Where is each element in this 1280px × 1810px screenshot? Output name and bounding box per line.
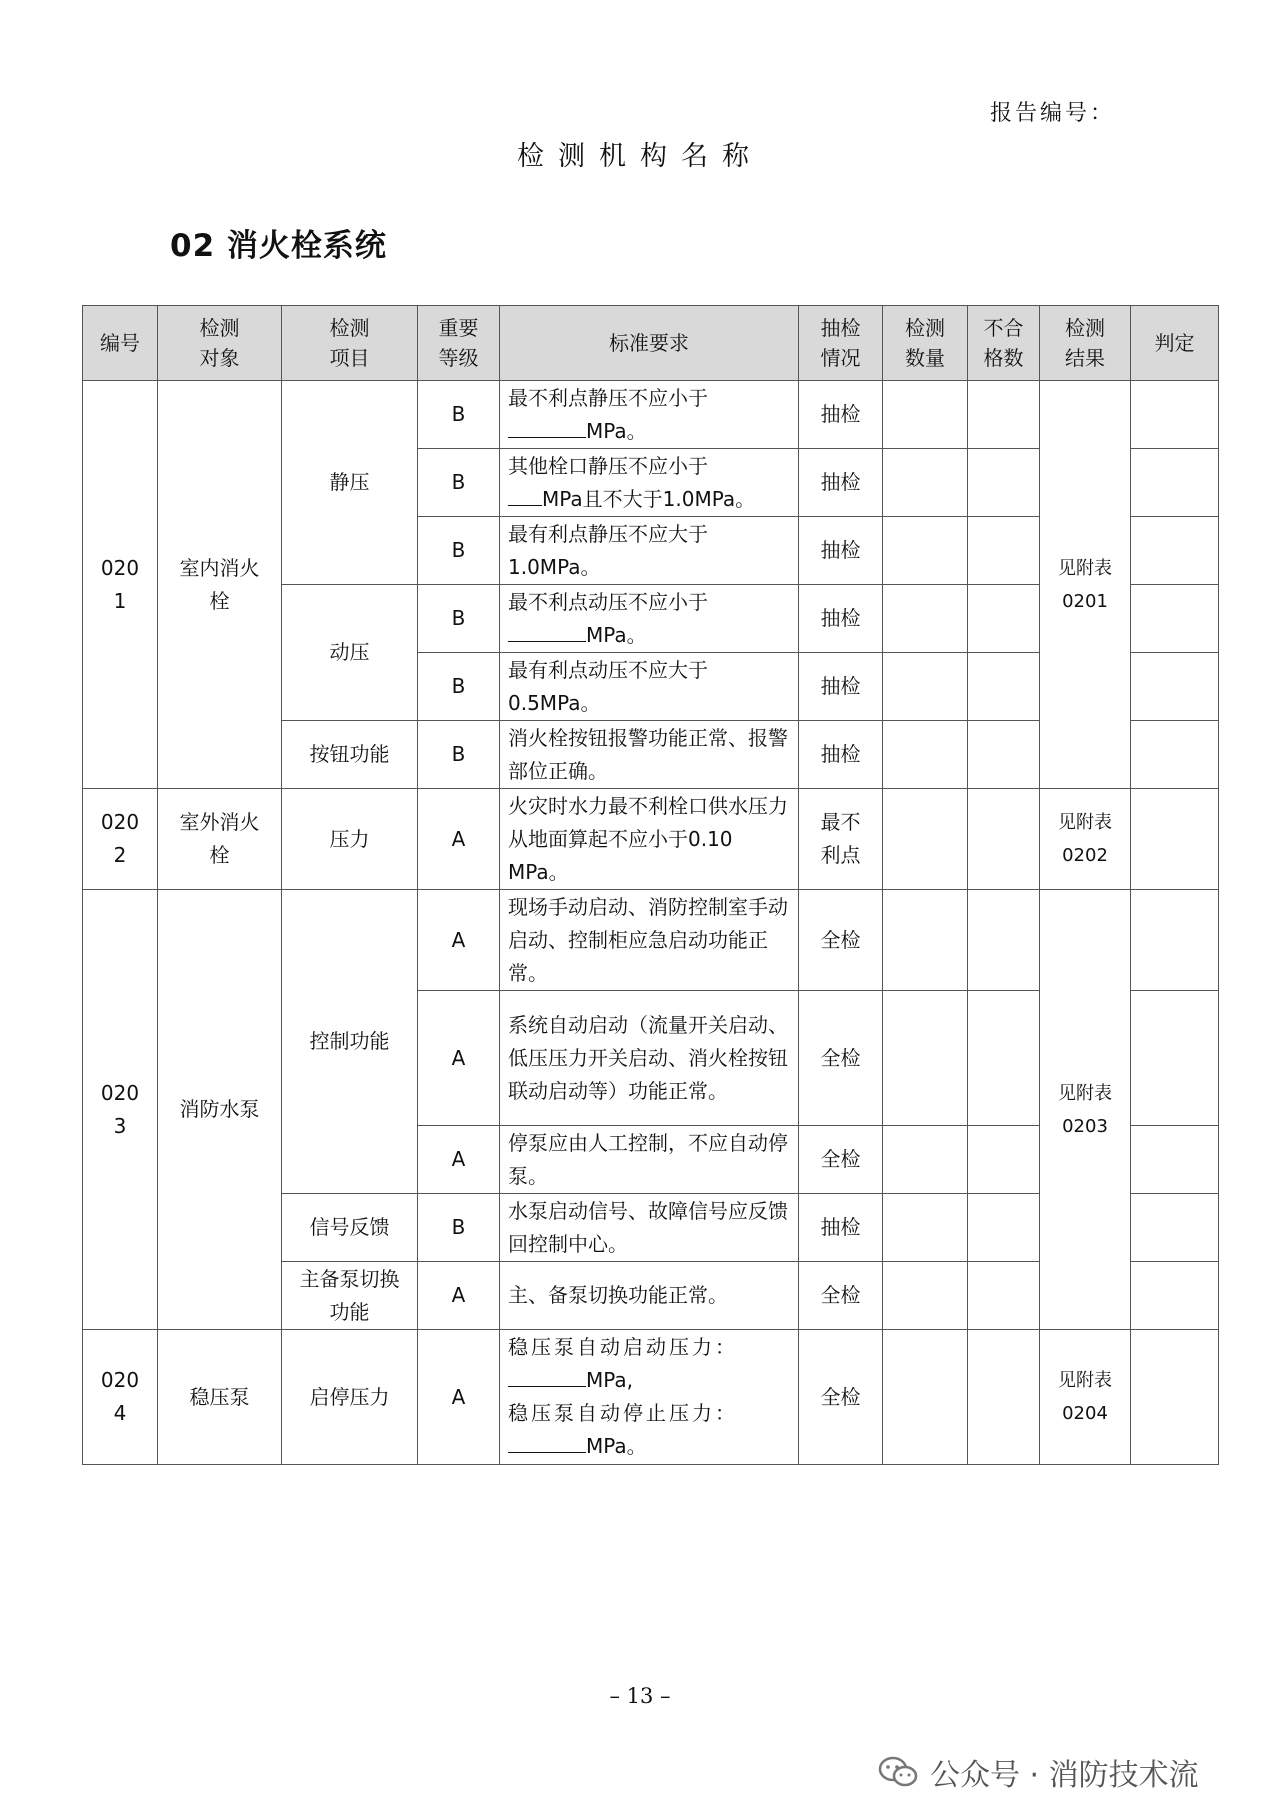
header-item-text: 检测项目 bbox=[329, 316, 370, 370]
page-number: – 13 – bbox=[609, 1684, 671, 1708]
judge-cell[interactable] bbox=[1131, 449, 1219, 517]
standard-cell: 系统自动启动（流量开关启动、低压压力开关启动、消火栓按钮联动启动等）功能正常。 bbox=[500, 991, 799, 1126]
item-cell: 控制功能 bbox=[282, 890, 418, 1194]
table-row bbox=[83, 381, 1219, 449]
report-number-label: 报告编号： bbox=[990, 101, 1116, 126]
standard-text: 稳压泵自动启动压力： bbox=[508, 1335, 738, 1359]
judge-cell[interactable] bbox=[1131, 890, 1219, 991]
standard-cell: 停泵应由人工控制，不应自动停泵。 bbox=[500, 1126, 799, 1194]
count-cell[interactable] bbox=[883, 890, 968, 991]
header-level-text: 重要等级 bbox=[438, 316, 479, 370]
wechat-label: 公众号 · 消防技术流 bbox=[930, 1758, 1199, 1793]
fail-cell[interactable] bbox=[968, 789, 1040, 890]
fill-blank bbox=[508, 1364, 586, 1387]
judge-cell[interactable] bbox=[1131, 653, 1219, 721]
standard-unit: MPa。 bbox=[586, 1434, 647, 1458]
fill-blank bbox=[508, 483, 542, 506]
item-text: 主备泵切换功能 bbox=[299, 1266, 400, 1324]
standard-cell: 火灾时水力最不利栓口供水压力从地面算起不应小于0.10 MPa。 bbox=[500, 789, 799, 890]
fill-blank bbox=[508, 415, 586, 438]
code-text: 0203 bbox=[100, 1080, 140, 1138]
header-fail-text: 不合格数 bbox=[983, 316, 1024, 370]
level-cell: B bbox=[418, 721, 500, 789]
result-text: 见附表0204 bbox=[1058, 1370, 1112, 1424]
judge-cell[interactable] bbox=[1131, 1194, 1219, 1262]
level-cell: A bbox=[418, 789, 500, 890]
header-object-text: 检测对象 bbox=[199, 316, 240, 370]
result-cell bbox=[1040, 890, 1131, 1330]
count-cell[interactable] bbox=[883, 789, 968, 890]
object-cell: 稳压泵 bbox=[158, 1330, 282, 1465]
item-cell: 静压 bbox=[282, 381, 418, 585]
header-result-text: 检测结果 bbox=[1065, 316, 1105, 370]
count-cell[interactable] bbox=[883, 449, 968, 517]
item-cell: 信号反馈 bbox=[282, 1194, 418, 1262]
section-title: 02 消火栓系统 bbox=[170, 228, 387, 264]
judge-cell[interactable] bbox=[1131, 1126, 1219, 1194]
judge-cell[interactable] bbox=[1131, 789, 1219, 890]
code-text: 0204 bbox=[100, 1368, 140, 1425]
standard-cell: 主、备泵切换功能正常。 bbox=[500, 1262, 799, 1330]
standard-text: 其他栓口静压不应小于 bbox=[508, 453, 708, 478]
item-cell: 动压 bbox=[282, 585, 418, 721]
standard-cell bbox=[500, 585, 799, 653]
sampling-cell: 全检 bbox=[799, 1262, 883, 1330]
sampling-cell: 抽检 bbox=[799, 585, 883, 653]
standard-cell bbox=[500, 449, 799, 517]
result-cell bbox=[1040, 381, 1131, 789]
judge-cell[interactable] bbox=[1131, 721, 1219, 789]
header-object bbox=[158, 306, 282, 381]
standard-cell: 最有利点静压不应大于1.0MPa。 bbox=[500, 517, 799, 585]
standard-cell: 现场手动启动、消防控制室手动启动、控制柜应急启动功能正常。 bbox=[500, 890, 799, 991]
judge-cell[interactable] bbox=[1131, 517, 1219, 585]
standard-cell: 水泵启动信号、故障信号应反馈回控制中心。 bbox=[500, 1194, 799, 1262]
table-header-row bbox=[83, 306, 1219, 381]
count-cell[interactable] bbox=[883, 721, 968, 789]
level-cell: B bbox=[418, 381, 500, 449]
sampling-cell: 全检 bbox=[799, 1126, 883, 1194]
standard-text: 最不利点静压不应小于 bbox=[508, 385, 708, 410]
table-row bbox=[83, 789, 1219, 890]
level-cell: B bbox=[418, 517, 500, 585]
organization-name: 检测机构名称 bbox=[517, 141, 763, 172]
item-cell bbox=[282, 1262, 418, 1330]
header-sampling-text: 抽检情况 bbox=[820, 316, 861, 370]
code-cell bbox=[83, 890, 158, 1330]
sampling-cell: 全检 bbox=[799, 1330, 883, 1465]
table-row bbox=[83, 1330, 1219, 1465]
level-cell: A bbox=[418, 991, 500, 1126]
count-cell[interactable] bbox=[883, 1330, 968, 1465]
level-cell: A bbox=[418, 1262, 500, 1330]
sampling-cell: 抽检 bbox=[799, 381, 883, 449]
fail-cell[interactable] bbox=[968, 1194, 1040, 1262]
header-judge: 判定 bbox=[1131, 306, 1219, 381]
object-cell bbox=[158, 789, 282, 890]
object-cell: 消防水泵 bbox=[158, 890, 282, 1330]
level-cell: B bbox=[418, 1194, 500, 1262]
standard-cell bbox=[500, 381, 799, 449]
judge-cell[interactable] bbox=[1131, 585, 1219, 653]
sampling-text: 最不利点 bbox=[820, 810, 861, 867]
fail-cell[interactable] bbox=[968, 381, 1040, 449]
result-text: 见附表0202 bbox=[1058, 812, 1112, 866]
standard-unit: MPa。 bbox=[586, 418, 647, 443]
standard-cell: 最有利点动压不应大于0.5MPa。 bbox=[500, 653, 799, 721]
sampling-cell: 抽检 bbox=[799, 517, 883, 585]
fail-cell[interactable] bbox=[968, 991, 1040, 1126]
fail-cell[interactable] bbox=[968, 721, 1040, 789]
code-cell bbox=[83, 381, 158, 789]
level-cell: A bbox=[418, 1126, 500, 1194]
wechat-icon bbox=[878, 1756, 918, 1788]
fail-cell[interactable] bbox=[968, 585, 1040, 653]
header-code: 编号 bbox=[83, 306, 158, 381]
code-cell bbox=[83, 789, 158, 890]
count-cell[interactable] bbox=[883, 991, 968, 1126]
standard-unit: MPa。 bbox=[586, 622, 647, 647]
level-cell: A bbox=[418, 1330, 500, 1465]
code-cell bbox=[83, 1330, 158, 1465]
standard-unit: MPa且不大于1.0MPa。 bbox=[542, 486, 756, 511]
sampling-cell: 全检 bbox=[799, 991, 883, 1126]
standard-text: 稳压泵自动停止压力： bbox=[508, 1401, 738, 1425]
judge-cell[interactable] bbox=[1131, 381, 1219, 449]
code-text: 0201 bbox=[100, 555, 140, 613]
result-cell bbox=[1040, 1330, 1131, 1465]
count-cell[interactable] bbox=[883, 517, 968, 585]
standard-unit: MPa, bbox=[586, 1368, 634, 1392]
sampling-cell bbox=[799, 789, 883, 890]
fail-cell[interactable] bbox=[968, 1330, 1040, 1465]
sampling-cell: 抽检 bbox=[799, 449, 883, 517]
judge-cell[interactable] bbox=[1131, 1330, 1219, 1465]
level-cell: B bbox=[418, 653, 500, 721]
count-cell[interactable] bbox=[883, 1262, 968, 1330]
header-level bbox=[418, 306, 500, 381]
fail-cell[interactable] bbox=[968, 653, 1040, 721]
fail-cell[interactable] bbox=[968, 890, 1040, 991]
sampling-cell: 抽检 bbox=[799, 1194, 883, 1262]
object-text: 室外消火栓 bbox=[179, 810, 260, 867]
result-text: 见附表0203 bbox=[1058, 1082, 1112, 1137]
sampling-cell: 全检 bbox=[799, 890, 883, 991]
item-cell: 启停压力 bbox=[282, 1330, 418, 1465]
sampling-cell: 抽检 bbox=[799, 721, 883, 789]
count-cell[interactable] bbox=[883, 381, 968, 449]
wechat-watermark bbox=[878, 1750, 1199, 1794]
judge-cell[interactable] bbox=[1131, 1262, 1219, 1330]
header-count-text: 检测数量 bbox=[905, 316, 945, 370]
object-text: 室内消火栓 bbox=[179, 555, 260, 613]
count-cell[interactable] bbox=[883, 585, 968, 653]
fail-cell[interactable] bbox=[968, 449, 1040, 517]
header-standard: 标准要求 bbox=[500, 306, 799, 381]
code-text: 0202 bbox=[100, 810, 140, 867]
fail-cell[interactable] bbox=[968, 1262, 1040, 1330]
count-cell[interactable] bbox=[883, 1194, 968, 1262]
level-cell: B bbox=[418, 585, 500, 653]
header-sampling bbox=[799, 306, 883, 381]
standard-cell bbox=[500, 1330, 799, 1465]
item-cell: 压力 bbox=[282, 789, 418, 890]
level-cell: A bbox=[418, 890, 500, 991]
count-cell[interactable] bbox=[883, 1126, 968, 1194]
table-row bbox=[83, 890, 1219, 991]
header-result bbox=[1040, 306, 1131, 381]
fail-cell[interactable] bbox=[968, 1126, 1040, 1194]
fill-blank bbox=[508, 619, 586, 642]
result-cell bbox=[1040, 789, 1131, 890]
object-cell bbox=[158, 381, 282, 789]
fill-blank bbox=[508, 1430, 586, 1453]
level-cell: B bbox=[418, 449, 500, 517]
item-cell: 按钮功能 bbox=[282, 721, 418, 789]
standard-text: 最不利点动压不应小于 bbox=[508, 589, 708, 614]
fail-cell[interactable] bbox=[968, 517, 1040, 585]
standard-cell: 消火栓按钮报警功能正常、报警部位正确。 bbox=[500, 721, 799, 789]
count-cell[interactable] bbox=[883, 653, 968, 721]
header-count bbox=[883, 306, 968, 381]
header-fail bbox=[968, 306, 1040, 381]
header-item bbox=[282, 306, 418, 381]
sampling-cell: 抽检 bbox=[799, 653, 883, 721]
inspection-table bbox=[82, 305, 1219, 1465]
judge-cell[interactable] bbox=[1131, 991, 1219, 1126]
result-text: 见附表0201 bbox=[1058, 557, 1112, 612]
